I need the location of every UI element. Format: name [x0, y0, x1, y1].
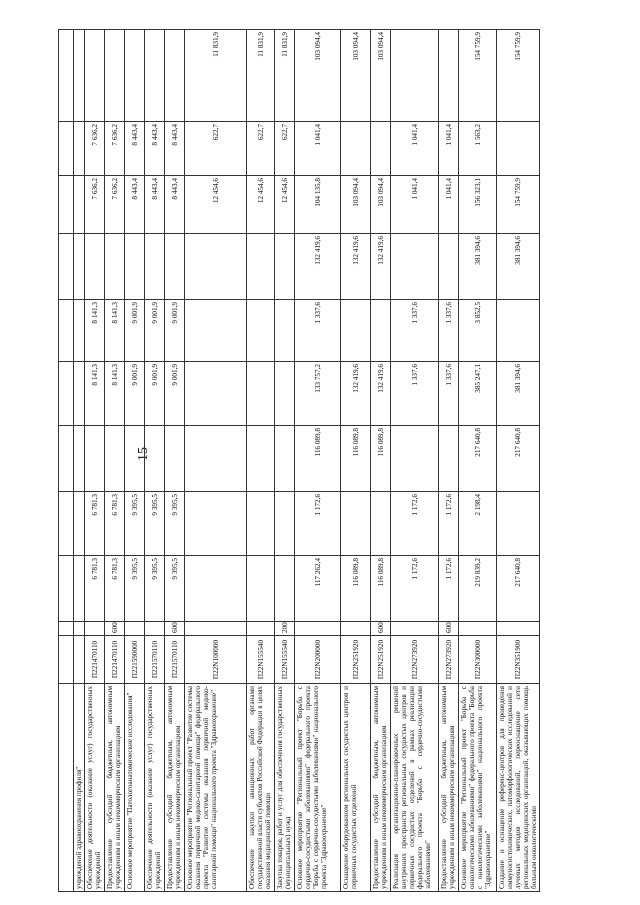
cell-c4: 9 001,9	[125, 362, 145, 426]
table-row	[391, 30, 439, 892]
cell-c9	[439, 30, 459, 122]
cell-c3	[145, 426, 165, 492]
cell-vr: 600	[371, 622, 391, 636]
cell-c9: 11 831,9	[275, 30, 295, 122]
cell-c4: 381 394,6	[497, 362, 540, 426]
table-row	[295, 30, 341, 892]
cell-c4	[74, 362, 85, 426]
table-row	[341, 30, 371, 892]
cell-code: П221570110	[165, 636, 185, 684]
cell-c1: 217 640,8	[497, 556, 540, 622]
cell-c8	[497, 122, 540, 176]
cell-c1	[74, 556, 85, 622]
cell-c8: 8 443,4	[125, 122, 145, 176]
cell-c1: 219 839,2	[459, 556, 497, 622]
cell-c2	[185, 492, 247, 556]
cell-c4	[247, 362, 275, 426]
cell-name: учреждений здравоохранения профиля"	[74, 684, 85, 892]
cell-vr	[247, 622, 275, 636]
cell-vr	[459, 622, 497, 636]
cell-c1	[185, 556, 247, 622]
cell-c8: 622,7	[185, 122, 247, 176]
cell-c8: 1 041,4	[391, 122, 439, 176]
page-number: 15	[136, 447, 151, 461]
cell-c1: 9 395,5	[145, 556, 165, 622]
cell-name: Оснащение оборудованием региональных сосудистых центров и первичных сосудистых отделений	[341, 684, 371, 892]
cell-c8: 1 041,4	[295, 122, 341, 176]
cell-c4	[185, 362, 247, 426]
cell-code	[74, 636, 85, 684]
cell-vr	[497, 622, 540, 636]
cell-c6	[145, 234, 165, 300]
cell-code: П22N155540	[247, 636, 275, 684]
cell-c1: 1 172,6	[391, 556, 439, 622]
cell-vr	[341, 622, 371, 636]
cell-c2	[247, 492, 275, 556]
cell-c9: 11 831,9	[247, 30, 275, 122]
cell-c3: 217 640,8	[497, 426, 540, 492]
cell-c6: 132 419,6	[341, 234, 371, 300]
cell-c7: 154 759,9	[497, 176, 540, 234]
cell-c5	[341, 300, 371, 362]
cell-c3	[185, 426, 247, 492]
cell-name: Предоставление субсидий бюджетным, автономным учреждениям и иным некоммерческим организациям	[371, 684, 391, 892]
cell-c2: 2 198,4	[459, 492, 497, 556]
cell-c3: 116 089,8	[295, 426, 341, 492]
table-row	[247, 30, 275, 892]
cell-c6	[125, 234, 145, 300]
cell-c7: 12 454,6	[247, 176, 275, 234]
cell-c8: 622,7	[275, 122, 295, 176]
cell-c7	[74, 176, 85, 234]
cell-c5	[74, 300, 85, 362]
cell-c7: 12 454,6	[275, 176, 295, 234]
cell-c9: 103 094,4	[295, 30, 341, 122]
cell-c7: 7 636,2	[85, 176, 105, 234]
cell-c1: 1 172,6	[439, 556, 459, 622]
cell-c1: 117 262,4	[295, 556, 341, 622]
rotated-table-container	[58, 30, 538, 892]
cell-c6: 132 419,6	[295, 234, 341, 300]
cell-c8: 622,7	[247, 122, 275, 176]
cell-c4: 133 757,2	[295, 362, 341, 426]
cell-c9	[105, 30, 125, 122]
cell-c3	[105, 426, 125, 492]
cell-vr: 600	[105, 622, 125, 636]
cell-c6	[439, 234, 459, 300]
cell-name: Закупка товаров, работ и услуг для обеспечения государственных (муниципальных) нужд	[275, 684, 295, 892]
table-row	[185, 30, 247, 892]
cell-c7: 7 636,2	[105, 176, 125, 234]
cell-code: П22N351900	[497, 636, 540, 684]
cell-c6: 381 394,6	[497, 234, 540, 300]
cell-c3	[439, 426, 459, 492]
cell-c5: 8 141,3	[85, 300, 105, 362]
cell-vr	[85, 622, 105, 636]
cell-vr	[125, 622, 145, 636]
cell-c4: 9 001,9	[145, 362, 165, 426]
cell-code: П22N273920	[391, 636, 439, 684]
cell-vr: 600	[165, 622, 185, 636]
cell-vr: 200	[275, 622, 295, 636]
cell-c5: 9 001,9	[145, 300, 165, 362]
cell-c5	[497, 300, 540, 362]
cell-code: П22N300000	[459, 636, 497, 684]
cell-name: Обеспечение деятельности (оказание услуг) государственных учреждений	[145, 684, 165, 892]
cell-code: П22N251920	[371, 636, 391, 684]
cell-name: Обеспечение деятельности (оказание услуг) государственных учреждений	[85, 684, 105, 892]
table-row	[371, 30, 391, 892]
cell-c4: 385 247,1	[459, 362, 497, 426]
document-page	[58, 30, 538, 892]
cell-name: Предоставление субсидий бюджетным, автономным учреждениям и иным некоммерческим организациям	[439, 684, 459, 892]
cell-c8: 1 563,2	[459, 122, 497, 176]
cell-c6	[185, 234, 247, 300]
cell-c9	[145, 30, 165, 122]
cell-c3: 116 089,8	[341, 426, 371, 492]
cell-c3	[391, 426, 439, 492]
cell-code: П22N155540	[275, 636, 295, 684]
cell-c4: 9 001,9	[165, 362, 185, 426]
cell-c5: 1 337,6	[391, 300, 439, 362]
cell-c9: 154 759,9	[459, 30, 497, 122]
cell-c2: 6 781,3	[105, 492, 125, 556]
cell-code: П22N200000	[295, 636, 341, 684]
table-row	[275, 30, 295, 892]
cell-name: Основное мероприятие "Региональный проект "Борьба с сердечно-сосудистыми заболеваниями" федерального проекта "Борьба с сердечно-сосудистыми заболеваниями" национального проекта "Здравоохранение"	[295, 684, 341, 892]
cell-c9	[125, 30, 145, 122]
cell-c2: 1 172,6	[391, 492, 439, 556]
cell-c5	[247, 300, 275, 362]
cell-c8	[74, 122, 85, 176]
cell-c8	[371, 122, 391, 176]
cell-name: Обеспечение закупки авиационных работ органами государственной власти субъектов Российской Федерации в целях оказания медицинской помощи	[247, 684, 275, 892]
cell-name: Создание и оснащение референс-центров для проведения иммуногистохимических, патоморфологических исследований и лучевых методов исследований, переоснащение сети региональных медицинских организаций, оказывающих помощь больным онкологическими	[497, 684, 540, 892]
cell-c6	[74, 234, 85, 300]
cell-code: П22N100000	[185, 636, 247, 684]
cell-name: Реализация организационно-планировочных решений внутренних пространств региональных сосудистых центров и первичных сосудистых отделений в рамках реализации федерального проекта "Борьба с сердечно-сосудистыми заболеваниями"	[391, 684, 439, 892]
cell-c9	[74, 30, 85, 122]
cell-c4: 132 419,6	[341, 362, 371, 426]
cell-c7: 8 443,4	[125, 176, 145, 234]
cell-c7: 104 135,8	[295, 176, 341, 234]
cell-c8: 8 443,4	[145, 122, 165, 176]
cell-vr	[145, 622, 165, 636]
cell-vr	[391, 622, 439, 636]
cell-vr: 600	[439, 622, 459, 636]
cell-name: Основное мероприятие "Региональный проект "Борьба с онкологическими заболеваниями" федерального проекта "Борьба с онкологическими заболеваниями" национального проекта "Здравоохранение"	[459, 684, 497, 892]
cell-c5: 1 337,6	[439, 300, 459, 362]
table-row	[145, 30, 165, 892]
cell-c5: 9 001,9	[165, 300, 185, 362]
cell-c9: 11 831,9	[185, 30, 247, 122]
cell-code: П22N251920	[341, 636, 371, 684]
cell-c7: 103 094,4	[341, 176, 371, 234]
cell-c3: 116 089,8	[371, 426, 391, 492]
cell-c4: 1 337,6	[391, 362, 439, 426]
cell-c2	[74, 492, 85, 556]
cell-vr	[74, 622, 85, 636]
table-body	[59, 30, 540, 892]
cell-c7: 1 041,4	[391, 176, 439, 234]
cell-c8: 7 636,2	[85, 122, 105, 176]
cell-code: П221470110	[85, 636, 105, 684]
cell-c9: 154 759,9	[497, 30, 540, 122]
cell-c1: 6 781,3	[105, 556, 125, 622]
cell-code: П22N273920	[439, 636, 459, 684]
cell-c3	[74, 426, 85, 492]
cell-c3	[85, 426, 105, 492]
cell-c5	[371, 300, 391, 362]
table-row	[59, 30, 74, 892]
cell-c8: 7 636,2	[105, 122, 125, 176]
cell-c2: 9 395,5	[165, 492, 185, 556]
cell-c6	[275, 234, 295, 300]
cell-c4	[275, 362, 295, 426]
cell-c1: 9 395,5	[165, 556, 185, 622]
cell-c9	[391, 30, 439, 122]
cell-c6: 132 419,6	[371, 234, 391, 300]
cell-c1: 116 089,8	[341, 556, 371, 622]
cell-c2	[497, 492, 540, 556]
cell-code: П221570110	[145, 636, 165, 684]
cell-c6	[85, 234, 105, 300]
cell-name: Предоставление субсидий бюджетным, автономным учреждениям и иным некоммерческим организациям	[105, 684, 125, 892]
cell-c3: 217 640,8	[459, 426, 497, 492]
cell-c7: 1 041,4	[439, 176, 459, 234]
cell-c5: 3 852,5	[459, 300, 497, 362]
cell-name: Основное мероприятие "Региональный проект "Развитие системы оказания первичной медико-санитарной помощи" федерального проекта "Развитие системы оказания первичной медико-санитарной помощи" национального проекта "Здравоохранение"	[185, 684, 247, 892]
budget-table	[58, 29, 540, 892]
cell-c6: 381 394,6	[459, 234, 497, 300]
cell-c3	[247, 426, 275, 492]
table-row	[105, 30, 125, 892]
cell-c4: 8 141,3	[105, 362, 125, 426]
cell-c7: 12 454,6	[185, 176, 247, 234]
cell-c6	[247, 234, 275, 300]
table-row	[497, 30, 540, 892]
cell-c4: 1 337,6	[439, 362, 459, 426]
cell-c5	[275, 300, 295, 362]
cell-c5: 8 141,3	[105, 300, 125, 362]
cell-c1: 116 089,8	[371, 556, 391, 622]
cell-c4: 132 419,6	[371, 362, 391, 426]
cell-c1: 9 395,5	[125, 556, 145, 622]
cell-c9	[165, 30, 185, 122]
table-row	[459, 30, 497, 892]
cell-c3	[275, 426, 295, 492]
cell-c2: 1 172,6	[295, 492, 341, 556]
cell-vr	[185, 622, 247, 636]
cell-name: Предоставление субсидий бюджетным, автономным учреждениям и иным некоммерческим организациям	[165, 684, 185, 892]
cell-code: П221590000	[125, 636, 145, 684]
cell-c3	[165, 426, 185, 492]
cell-c5: 1 337,6	[295, 300, 341, 362]
cell-c4: 8 141,3	[85, 362, 105, 426]
cell-c7: 103 094,4	[371, 176, 391, 234]
cell-c3	[125, 426, 145, 492]
table-row	[85, 30, 105, 892]
cell-c9	[85, 30, 105, 122]
cell-c7: 8 443,4	[145, 176, 165, 234]
cell-c7: 8 443,4	[165, 176, 185, 234]
cell-c5: 9 001,9	[125, 300, 145, 362]
cell-vr	[295, 622, 341, 636]
cell-c9: 103 094,4	[371, 30, 391, 122]
cell-c2: 9 395,5	[145, 492, 165, 556]
cell-c1: 6 781,3	[85, 556, 105, 622]
cell-c6	[105, 234, 125, 300]
cell-c5	[185, 300, 247, 362]
cell-c8: 1 041,4	[439, 122, 459, 176]
cell-name: Основное мероприятие "Патологоанатомические исследования"	[125, 684, 145, 892]
cell-c2	[371, 492, 391, 556]
cell-c2: 1 172,6	[439, 492, 459, 556]
cell-code: П221470110	[105, 636, 125, 684]
table-row	[165, 30, 185, 892]
table-row	[74, 30, 85, 892]
cell-c9: 103 094,4	[341, 30, 371, 122]
cell-c2	[275, 492, 295, 556]
cell-c1	[275, 556, 295, 622]
cell-c8: 8 443,4	[165, 122, 185, 176]
cell-c6	[391, 234, 439, 300]
cell-c2: 9 395,5	[125, 492, 145, 556]
cell-c1	[247, 556, 275, 622]
cell-c8	[341, 122, 371, 176]
cell-c2	[341, 492, 371, 556]
table-row	[125, 30, 145, 892]
cell-c2: 6 781,3	[85, 492, 105, 556]
cell-c7: 156 323,1	[459, 176, 497, 234]
cell-c6	[165, 234, 185, 300]
table-row	[439, 30, 459, 892]
